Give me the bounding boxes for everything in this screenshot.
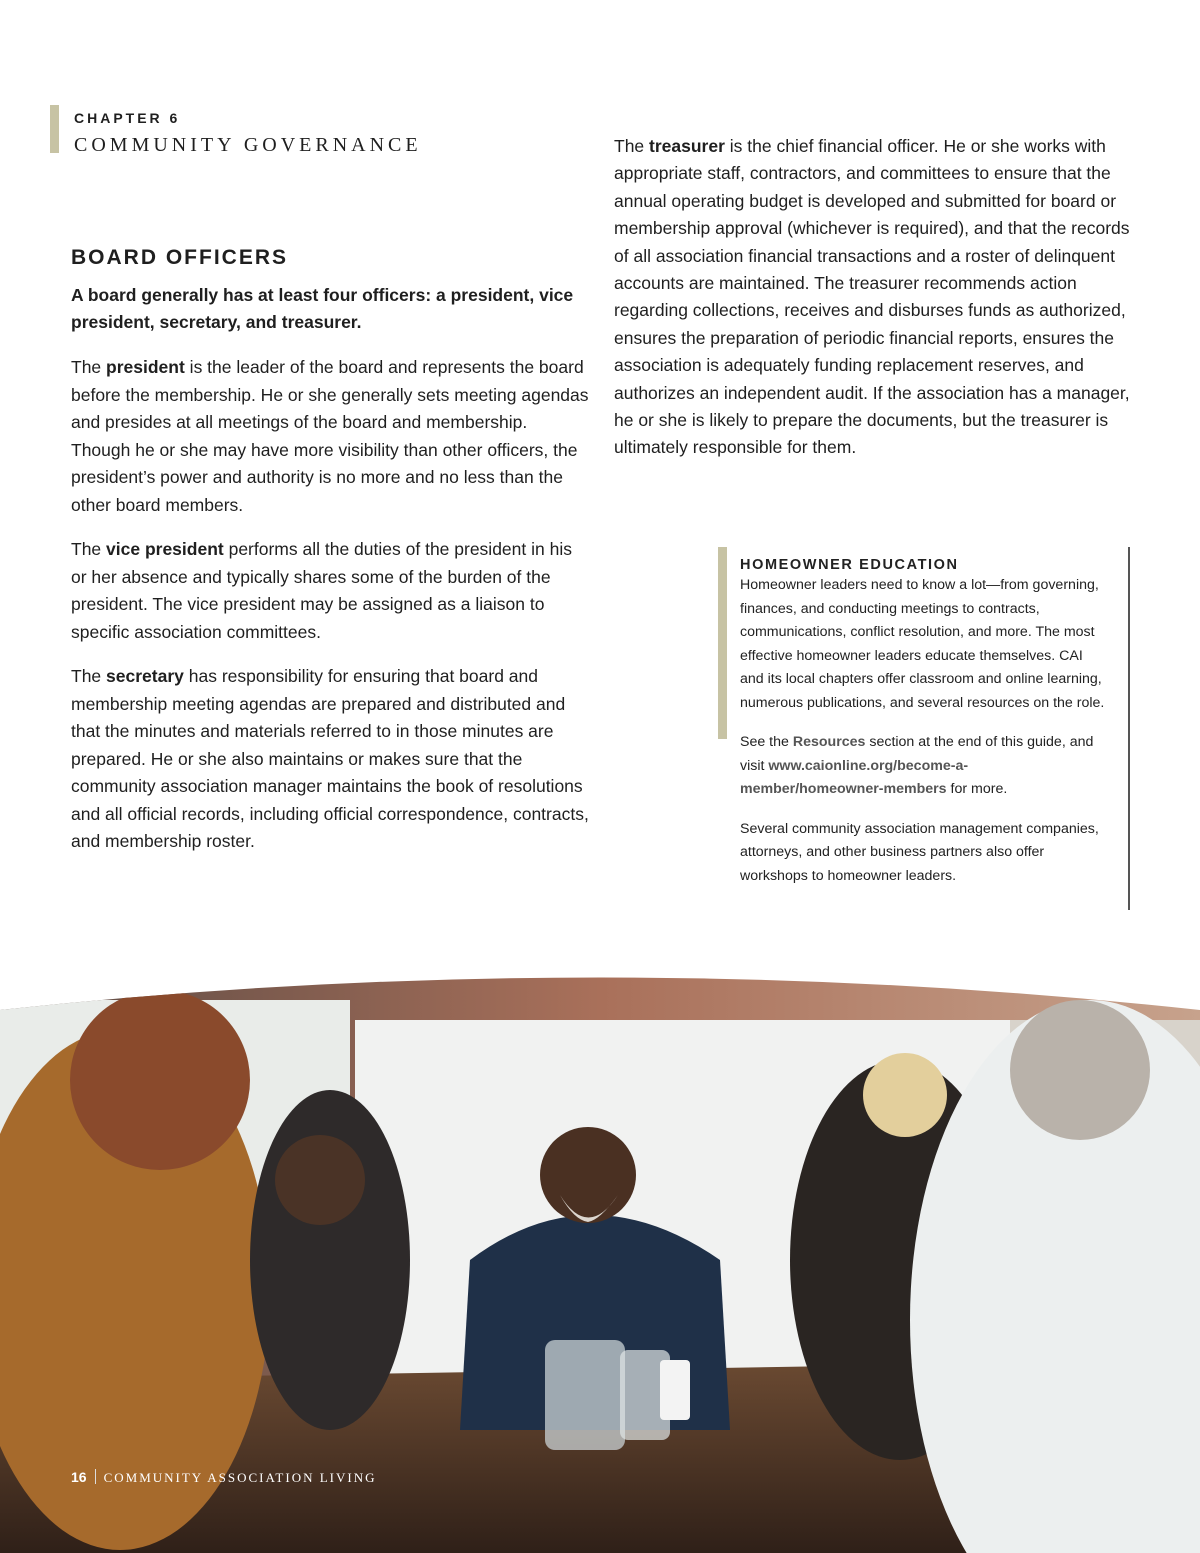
secretary-pre: The	[71, 666, 107, 686]
secretary-term: secretary	[106, 666, 184, 686]
sidebar-accent-bar	[718, 547, 727, 739]
treasurer-term: treasurer	[649, 136, 725, 156]
sidebar-heading: HOMEOWNER EDUCATION	[740, 557, 959, 573]
president-pre: The	[71, 357, 107, 377]
sidebar-paragraph-1: Homeowner leaders need to know a lot—from governing, finances, and conducting meetings to contracts, communications, conflict resolution, and more. The most effective homeowner leaders educate themselves. CAI and its local chapters offer classroom and online learning, numerous publications, and several resources on the role.	[740, 577, 1105, 711]
chapter-accent-bar	[50, 105, 59, 153]
treasurer-paragraph	[614, 133, 1144, 462]
secretary-body: has responsibility for ensuring that board and membership meeting agendas are prepared and distributed and that the minutes and materials referred to in those minutes are prepared. He or she also maintains or makes sure that the community association manager maintains the book of resolutions and all official records, including official correspondence, contracts, and membership roster.	[71, 666, 589, 851]
president-body: is the leader of the board and represents the board before the membership. He or she generally sets meeting agendas and presides at all meetings of the board and membership. Though he or she may have more visibility than other officers, the president’s power and authority is no more and no less than the other board members.	[71, 357, 589, 515]
chapter-title: COMMUNITY GOVERNANCE	[74, 134, 422, 156]
vice-president-pre: The	[71, 539, 107, 559]
president-term: president	[106, 357, 185, 377]
page-footer	[71, 1469, 376, 1486]
treasurer-pre: The	[614, 136, 650, 156]
publication-title: COMMUNITY ASSOCIATION LIVING	[103, 1470, 377, 1485]
footer-separator	[95, 1469, 96, 1484]
sidebar-p2-text-b: section at the end of this guide, and visit	[740, 734, 1094, 774]
president-paragraph	[71, 354, 591, 519]
vice-president-term: vice president	[106, 539, 224, 559]
right-column	[614, 133, 1144, 462]
secretary-paragraph	[71, 663, 591, 856]
chapter-label: CHAPTER 6	[74, 110, 181, 126]
sidebar-p2-text-a: See the	[740, 734, 793, 750]
treasurer-body: is the chief financial officer. He or she works with appropriate staff, contractors, and committees to ensure that the annual operating budget is developed and submitted for board or membership approval (whichever is required), and that the records of all association financial transactions and a roster of delinquent accounts are maintained. The treasurer recommends action regarding collections, receives and disburses funds as authorized, ensures the preparation of periodic financial reports, ensures the association is adequately funding replacement reserves, and authorizes an independent audit. If the association has a manager, he or she is likely to prepare the documents, but the treasurer is ultimately responsible for them.	[614, 136, 1130, 458]
sidebar-content	[740, 556, 1110, 904]
lead-paragraph: A board generally has at least four officers: a president, vice president, secretary, and treasurer.	[71, 285, 574, 332]
section-heading: BOARD OFFICERS	[71, 246, 288, 269]
caionline-link[interactable]: www.caionline.org/become-a-member/homeowner-members	[740, 757, 969, 797]
page-number: 16	[71, 1469, 87, 1485]
sidebar-paragraph-2	[740, 731, 1110, 802]
vice-president-paragraph	[71, 536, 591, 646]
vice-president-body: performs all the duties of the president in his or her absence and typically shares some of the burden of the president. The vice president may be assigned as a liaison to specific association committees.	[71, 539, 572, 642]
sidebar-paragraph-3: Several community association management companies, attorneys, and other business partners also offer workshops to homeowner leaders.	[740, 820, 1099, 884]
sidebar-p2-text-c: for more.	[946, 781, 1008, 797]
left-column	[71, 246, 591, 873]
meeting-photo	[0, 960, 1200, 1553]
resources-link[interactable]: Resources	[792, 734, 866, 750]
homeowner-education-sidebar	[718, 547, 1130, 910]
sidebar-rule	[1128, 547, 1130, 910]
